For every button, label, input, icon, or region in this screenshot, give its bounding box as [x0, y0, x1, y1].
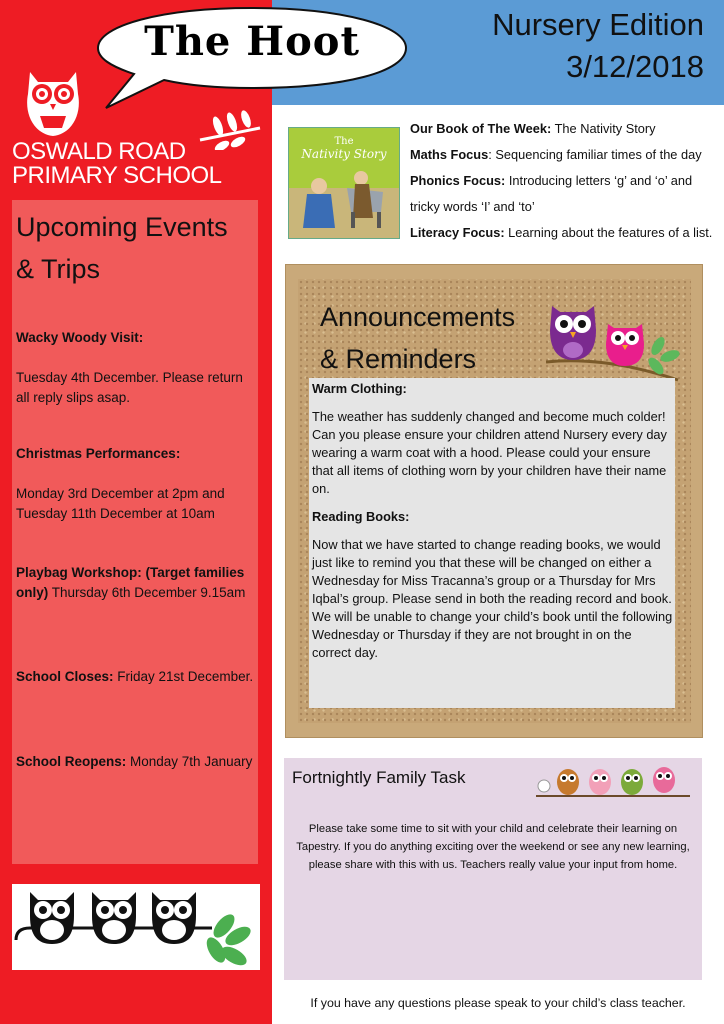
- owls-pair-icon: [546, 300, 682, 388]
- event-item: [16, 328, 256, 408]
- phonics-focus-label: Phonics Focus:: [410, 173, 506, 188]
- event-text: Monday 7th January: [126, 754, 253, 769]
- book-cover-title-line2: Nativity Story: [301, 147, 387, 161]
- event-title: School Reopens:: [16, 754, 127, 769]
- literacy-focus-label: Literacy Focus:: [410, 225, 505, 240]
- reading-books-text: Now that we have started to change reading books, we would just like to remind you that these will be changed on either a Wednesday for Miss Tracanna’s group or a Thursday for Mrs Iqbal’s group. Please send in both the reading record and book. We will be unable to change your child’s book until the following Wednesday or Thursday if they are not brought in on the correct day.: [312, 537, 673, 660]
- edition-date: 3/12/2018: [566, 49, 704, 84]
- event-title: Christmas Performances:: [16, 446, 181, 461]
- events-heading: [16, 206, 254, 290]
- maths-focus: [410, 142, 720, 168]
- owls-on-branch-image: [12, 884, 260, 970]
- event-text: Monday 3rd December at 2pm and Tuesday 11th December at 10am: [16, 486, 225, 521]
- footer-note: If you have any questions please speak to your child’s class teacher.: [310, 996, 686, 1010]
- book-cover-title-line1: The: [334, 136, 354, 147]
- maths-focus-value: : Sequencing familiar times of the day: [488, 147, 702, 162]
- edition-label: Nursery Edition: [492, 7, 704, 42]
- upcoming-events-panel: [12, 200, 258, 864]
- newsletter-title: The Hoot: [144, 18, 360, 65]
- event-title: School Closes:: [16, 669, 114, 684]
- owl-logo-icon: [20, 64, 86, 144]
- event-item: [16, 563, 256, 603]
- book-cover-image: [288, 127, 400, 239]
- announcements-title-line1: Announcements: [320, 302, 516, 332]
- event-text: Friday 21st December.: [113, 669, 254, 684]
- literacy-focus: [410, 220, 720, 246]
- announcements-text: [312, 380, 674, 672]
- event-text: Thursday 6th December 9.15am: [48, 585, 246, 600]
- event-title: Playbag Workshop: (Target families only): [16, 565, 245, 600]
- event-title: Wacky Woody Visit:: [16, 330, 144, 345]
- family-task-heading: Fortnightly Family Task: [292, 768, 466, 787]
- school-name-line1: OSWALD ROAD: [12, 138, 186, 165]
- school-name: [12, 140, 222, 188]
- events-heading-line1: Upcoming Events: [16, 212, 228, 242]
- event-item: [16, 444, 256, 524]
- reading-books-heading: Reading Books:: [312, 509, 410, 524]
- book-of-week-value: The Nativity Story: [551, 121, 656, 136]
- announcements-title: [320, 296, 515, 380]
- warm-clothing-text: The weather has suddenly changed and become much colder! Can you please ensure your children attend Nursery every day wearing a warm coat with a hood. Please could your ensure that all items of clothing worn by your children have their name on.: [312, 409, 667, 496]
- book-of-week: [410, 116, 720, 142]
- phonics-focus: [410, 168, 720, 220]
- owls-row-icon: [534, 762, 694, 806]
- literacy-focus-value: Learning about the features of a list.: [504, 225, 713, 240]
- event-item: [16, 667, 256, 687]
- events-heading-line2: & Trips: [16, 254, 101, 284]
- phonics-focus-value: Introducing letters ‘g’ and ‘o’ and tricky words ‘I’ and ‘to’: [410, 173, 693, 214]
- weekly-focus: [410, 116, 720, 246]
- book-of-week-label: Our Book of The Week:: [410, 121, 552, 136]
- edition-block: [492, 4, 704, 88]
- family-task-panel: [284, 758, 702, 980]
- warm-clothing-heading: Warm Clothing:: [312, 381, 407, 396]
- maths-focus-label: Maths Focus: [410, 147, 489, 162]
- announcements-title-line2: & Reminders: [320, 344, 477, 374]
- event-text: Tuesday 4th December. Please return all reply slips asap.: [16, 370, 243, 405]
- event-item: [16, 752, 256, 772]
- family-task-text: Please take some time to sit with your child and celebrate their learning on Tapestry. If you do anything exciting over the weekend or see any new learning, please share with this with us. Teachers really value your input from home.: [296, 823, 690, 871]
- school-name-line2: PRIMARY SCHOOL: [12, 162, 222, 189]
